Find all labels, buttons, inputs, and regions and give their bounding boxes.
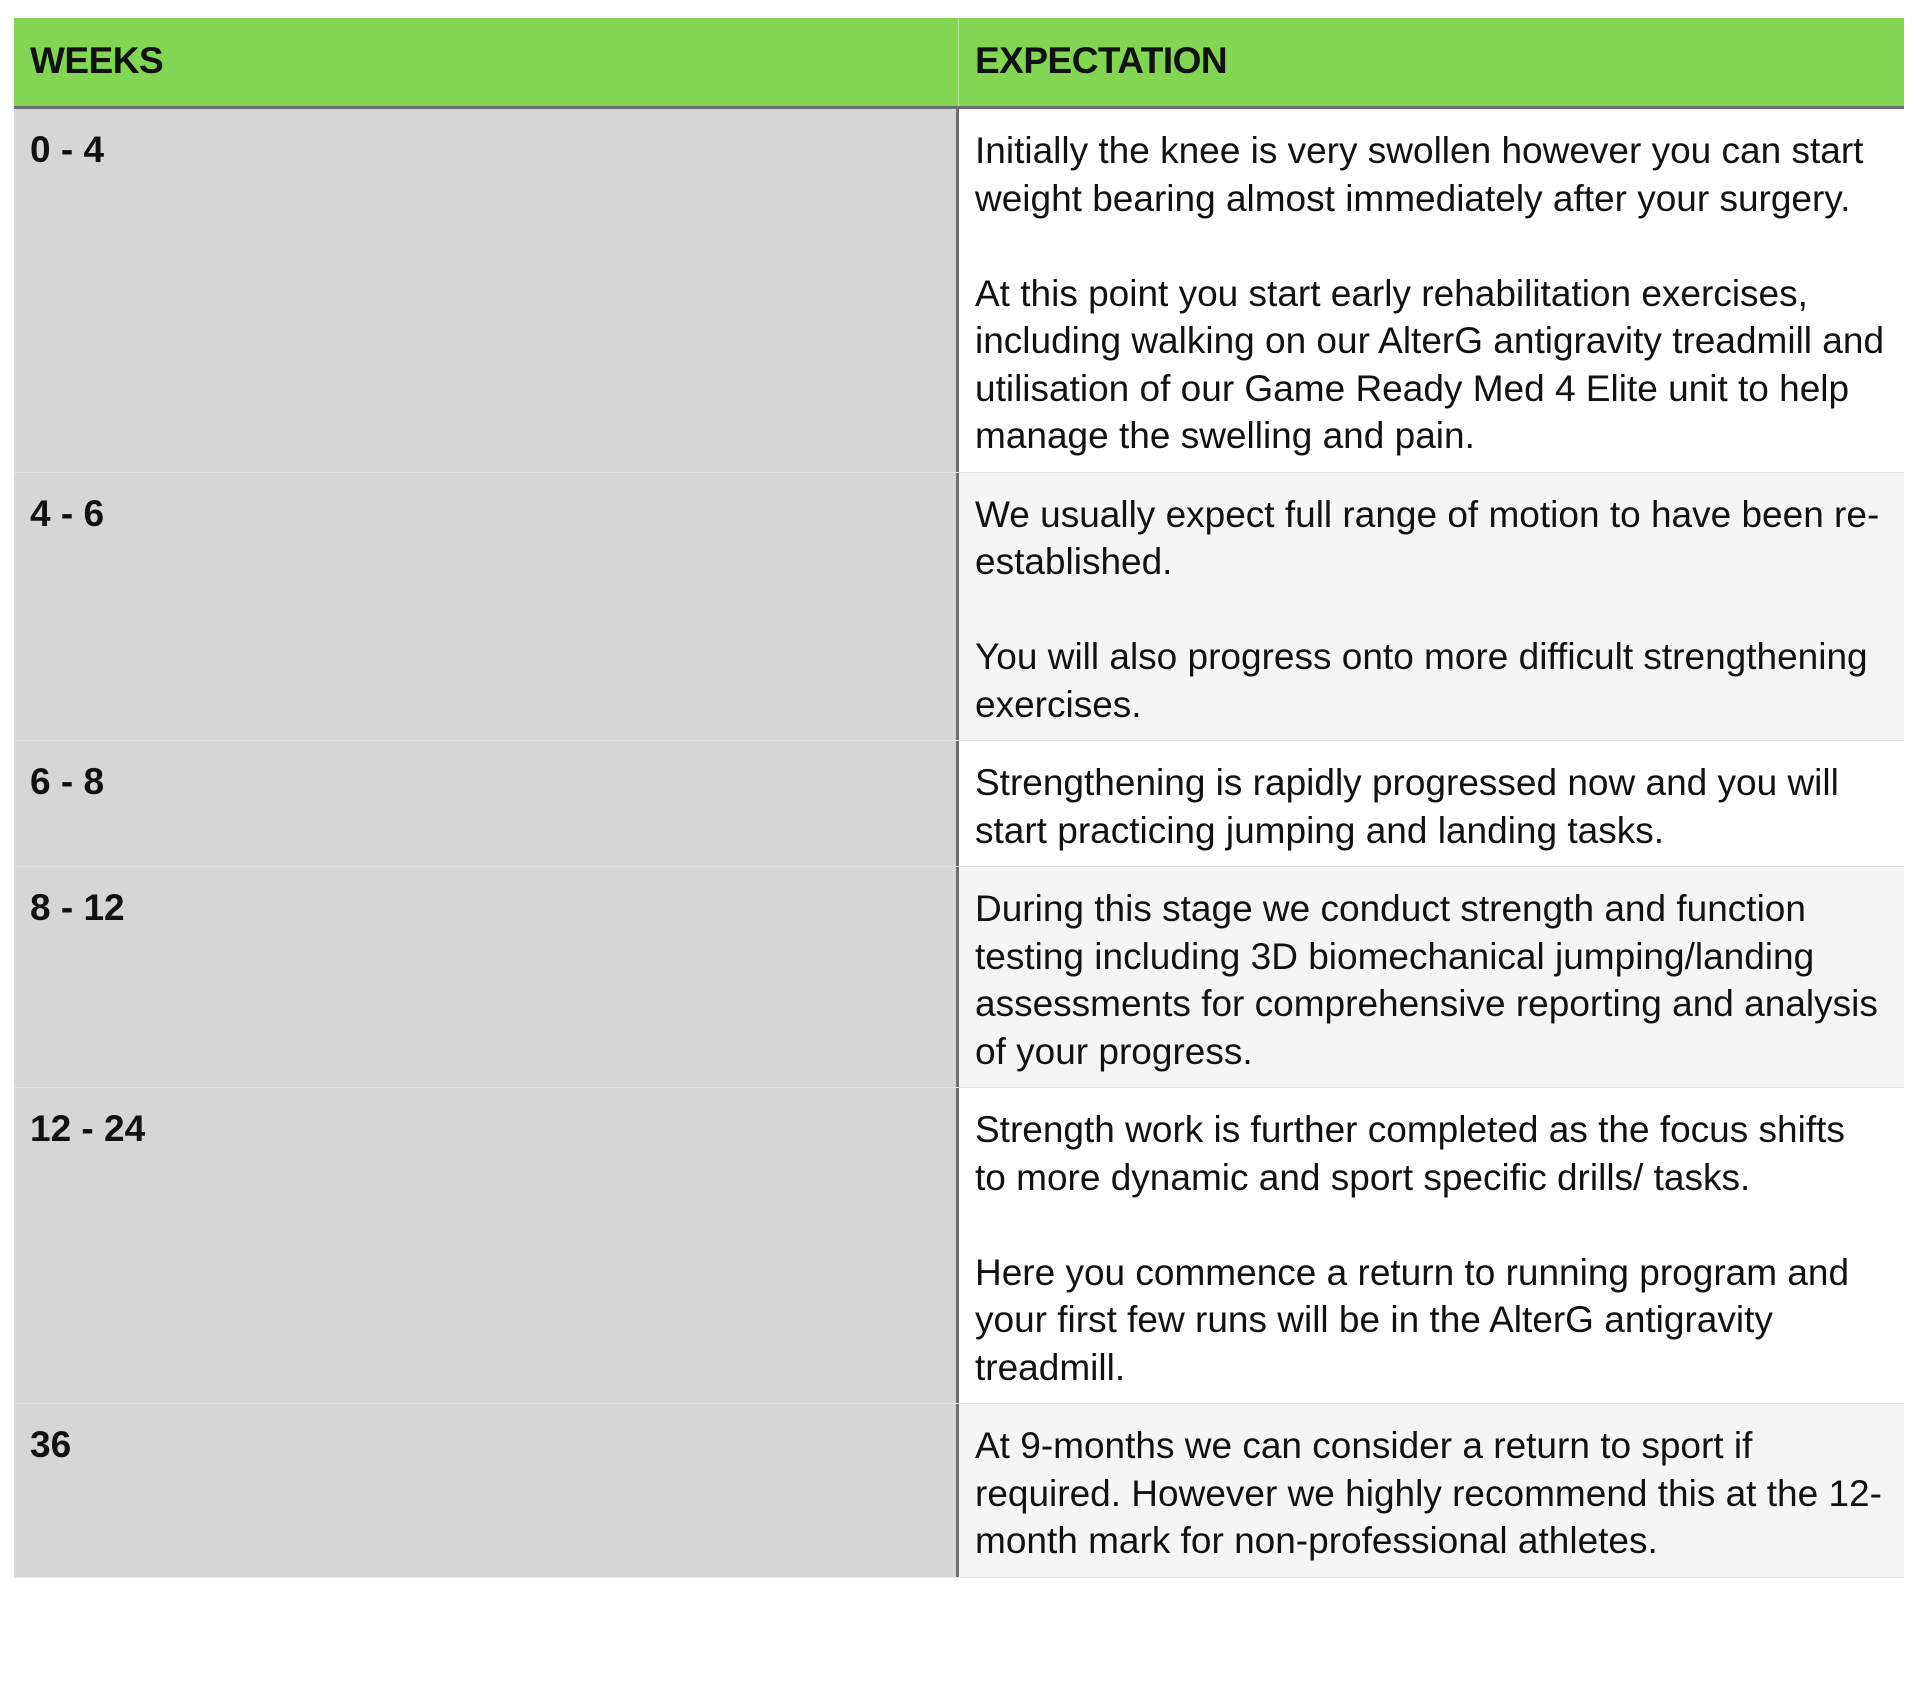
- expectation-paragraph: Strengthening is rapidly progressed now and you will start practicing jumping and landing tasks.: [975, 762, 1839, 851]
- expectation-paragraph: We usually expect full range of motion to have been re-established.: [975, 493, 1880, 582]
- expectation-cell: [959, 867, 1904, 1087]
- rehab-timeline-table: [14, 18, 1904, 1578]
- table-row: [14, 473, 1904, 742]
- expectation-paragraph: During this stage we conduct strength and function testing including 3D biomechanical jumping/landing assessments for comprehensive reporting and analysis of your progress.: [975, 888, 1878, 1072]
- header-weeks: WEEKS: [14, 18, 959, 106]
- header-expectation: EXPECTATION: [975, 40, 1228, 81]
- expectation-paragraph: Initially the knee is very swollen however you can start weight bearing almost immediately after your surgery.: [975, 130, 1864, 219]
- table-header-row: [14, 18, 1904, 109]
- weeks-cell: 4 - 6: [14, 473, 959, 741]
- expectation-cell: [959, 473, 1904, 741]
- table-row: [14, 741, 1904, 867]
- expectation-cell: [959, 741, 1904, 866]
- expectation-paragraph: At 9-months we can consider a return to sport if required. However we highly recommend this at the 12-month mark for non-professional athletes.: [975, 1425, 1882, 1561]
- expectation-cell: [959, 1404, 1904, 1577]
- expectation-paragraph: Here you commence a return to running program and your first few runs will be in the AlterG antigravity treadmill.: [975, 1251, 1850, 1388]
- table-row: [14, 109, 1904, 473]
- expectation-cell: [959, 1088, 1904, 1403]
- expectation-paragraph: You will also progress onto more difficult strengthening exercises.: [975, 636, 1868, 725]
- table-row: [14, 867, 1904, 1088]
- weeks-cell: 36: [14, 1404, 959, 1577]
- weeks-cell: 6 - 8: [14, 741, 959, 866]
- table-row: [14, 1088, 1904, 1404]
- table-row: [14, 1404, 1904, 1578]
- weeks-cell: 12 - 24: [14, 1088, 959, 1403]
- expectation-paragraph: Strength work is further completed as the focus shifts to more dynamic and sport specific drills/ tasks.: [975, 1109, 1845, 1198]
- weeks-cell: 0 - 4: [14, 109, 959, 472]
- expectation-paragraph: At this point you start early rehabilitation exercises, including walking on our AlterG antigravity treadmill and utilisation of our Game Ready Med 4 Elite unit to help manage the swelling and pain.: [975, 272, 1885, 456]
- expectation-cell: [959, 109, 1904, 472]
- weeks-cell: 8 - 12: [14, 867, 959, 1087]
